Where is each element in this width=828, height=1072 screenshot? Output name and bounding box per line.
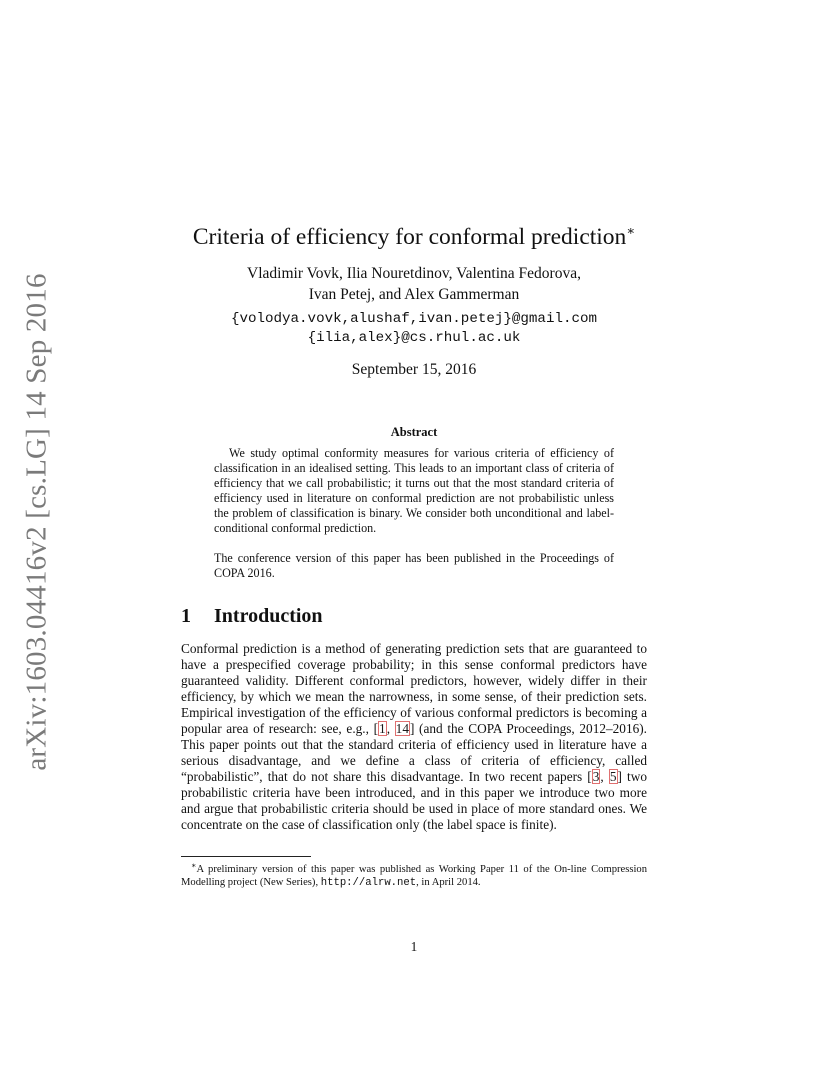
introduction-paragraph — [181, 641, 647, 833]
abstract-body — [214, 446, 614, 536]
section-heading — [181, 603, 323, 629]
abstract-heading: Abstract — [390, 425, 438, 439]
abstract-text: We study optimal conformity measures for various criteria of efficiency of classification in an idealised setting. This leads to an important class of criteria of efficiency that we call probabilistic; it turns out that the most standard criteria of efficiency used in literature on conformal prediction are not probabilistic unless the problem of classification is binary. We consider both unconditional and label-conditional conformal prediction. — [214, 446, 614, 535]
intro-text-part-2: ] (and the COPA Proceedings, 2012–2016). This paper points out that the standard criteria of efficiency used in literature have a serious disadvantage, and we define a class of criteria of efficiency, called “probabilistic”, that do not share this disadvantage. In two recent papers [ — [181, 721, 647, 784]
footnote-text-after: , in April 2014. — [416, 877, 481, 888]
citation-separator: , — [600, 769, 609, 784]
author-emails — [150, 310, 678, 348]
intro-text-part-1: Conformal prediction is a method of generating prediction sets that are guaranteed to have a prespecified coverage probability; in this sense conformal predictors have guaranteed validity. Different conformal predictors, however, widely differ in their efficiency, by which we mean the narrowness, in some sense, of their prediction sets. Empirical investigation of the efficiency of various conformal predictors is becoming a popular area of research: see, e.g., [ — [181, 641, 647, 736]
citation-link[interactable]: 14 — [395, 721, 409, 736]
footnote-url-link[interactable]: http://alrw.net — [320, 877, 417, 889]
title-footnote-mark[interactable]: ∗ — [626, 223, 636, 238]
author-line-2: Ivan Petej, and Alex Gammerman — [308, 286, 520, 303]
abstract-note — [214, 551, 614, 581]
citation-link[interactable]: 1 — [379, 721, 386, 736]
page-number: 1 — [410, 939, 418, 954]
footnote-mark: ∗ — [191, 861, 197, 870]
paper-title — [150, 216, 678, 252]
footnote-text — [181, 859, 647, 890]
footnote-text-before: A preliminary version of this paper was published as Working Paper 11 of the On-line Compression Modelling project (New Series), — [181, 864, 647, 888]
paper-date: September 15, 2016 — [351, 361, 477, 378]
citation-link[interactable]: 3 — [592, 769, 600, 784]
author-line-1: Vladimir Vovk, Ilia Nouretdinov, Valentina Fedorova, — [247, 265, 581, 282]
email-line-2: {ilia,alex}@cs.rhul.ac.uk — [307, 330, 521, 346]
section-title: Introduction — [214, 605, 323, 627]
intro-text — [181, 641, 647, 833]
paper-title-text: Criteria of efficiency for conformal prediction — [192, 224, 627, 250]
footnote — [181, 859, 647, 890]
citation-separator: , — [386, 721, 395, 736]
section-number: 1 — [181, 605, 191, 627]
arxiv-stamp-text: arXiv:1603.04416v2 [cs.LG] 14 Sep 2016 — [20, 273, 53, 771]
intro-text-part-3: ] two probabilistic criteria have been introduced, and in this paper we introduce two more and argue that probabilistic criteria should be used in place of more standard ones. We concentrate on the case of classification only (the label space is finite). — [181, 769, 648, 832]
citation-link[interactable]: 5 — [609, 769, 617, 784]
author-list — [150, 263, 678, 305]
email-line-1: {volodya.vovk,alushaf,ivan.petej}@gmail.com — [230, 311, 598, 327]
footnote-rule — [181, 856, 311, 857]
abstract-note-text: The conference version of this paper has been published in the Proceedings of COPA 2016. — [214, 551, 614, 580]
